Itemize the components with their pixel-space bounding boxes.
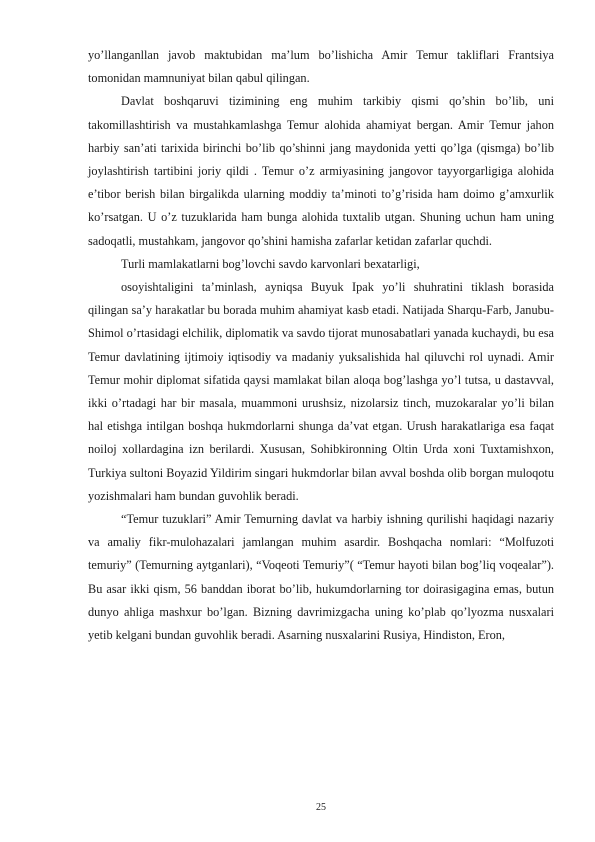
paragraph-3: Turli mamlakatlarni bog’lovchi savdo karvonlari bexatarligi, (121, 256, 420, 271)
paragraph-2: Davlat boshqaruvi tizimining eng muhim tarkibiy qismi qo’shin bo’lib, uni takomillashtirish va mustahkamlashga Temur alohida ahamiyat bergan. Amir Temur jahon harbiy san’ati tarixida birinchi bo’lib qo’shinni jang maydonida yetti qo’lga (qismga) bo’lib joylashtirish tartibini joriy qildi . Temur o’z armiyasining jangovor tayyorgarligiga alohida e’tibor berish bilan birgalikda ularning moddiy ta’minoti to’g’risida ham doimo g’amxurlik ko’rsatgan. U o’z tuzuklarida ham bunga alohida tuxtalib utgan. Shuning uchun ham uning sadoqatli, mustahkam, jangovor qo’shini hamisha zafarlar ketidan zafarlar quchdi. (88, 94, 554, 248)
page-number: 25 (316, 802, 326, 813)
document-body (88, 44, 554, 647)
paragraph-5: “Temur tuzuklari” Amir Temurning davlat va harbiy ishning qurilishi haqidagi nazariy va amaliy fikr-mulohazalari jamlangan muhim asardir. Boshqacha nomlari: “Molfuzoti temuriy” (Temurning aytganlari), “Voqeoti Temuriy”( “Temur hayoti bilan bog’liq voqealar”). Bu asar ikki qism, 56 banddan iborat bo’lib, hukumdorlarning tor doirasigagina emas, butun dunyo ahliga mashxur bo’lgan. Bizning davrimizgacha uning ko’plab qo’lyozma nusxalari yetib kelgani bundan guvohlik beradi. Asarning nusxalarini Rusiya, Hindiston, Eron, (88, 512, 554, 643)
paragraph-4: osoyishtaligini ta’minlash, ayniqsa Buyuk Ipak yo’li shuhratini tiklash borasida qilingan sa’y harakatlar bu borada muhim ahamiyat kasb etadi. Natijada Sharqu-Farb, Janubu-Shimol o’rtasidagi elchilik, diplomatik va savdo tijorat munosabatlari yanada kuchaydi, bu esa Temur davlatining ijtimoiy iqtisodiy va madaniy yuksalishida hal qiluvchi rol uynadi. Amir Temur mohir diplomat sifatida qaysi mamlakat bilan aloqa bog’lashga yo’l tutsa, u dastavval, ikki o’rtadagi har bir masala, muammoni urushsiz, nizolarsiz tinch, muzokaralar yo’li bilan hal etishga intilgan boshqa hukmdorlarni shunga da’vat etgan. Urush harakatlariga esa faqat noiloj xollardagina izn berilardi. Xususan, Sohibkironning Oltin Urda xoni Tuxtamishxon, Turkiya sultoni Boyazid Yildirim singari hukmdorlar bilan avval boshda olib borgan muloqotu yozishmalari ham bundan guvohlik beradi. (88, 280, 554, 503)
paragraph-1: yo’llanganllan javob maktubidan ma’lum bo’lishicha Amir Temur takliflari Frantsiya tomonidan mamnuniyat bilan qabul qilingan. (88, 48, 554, 86)
